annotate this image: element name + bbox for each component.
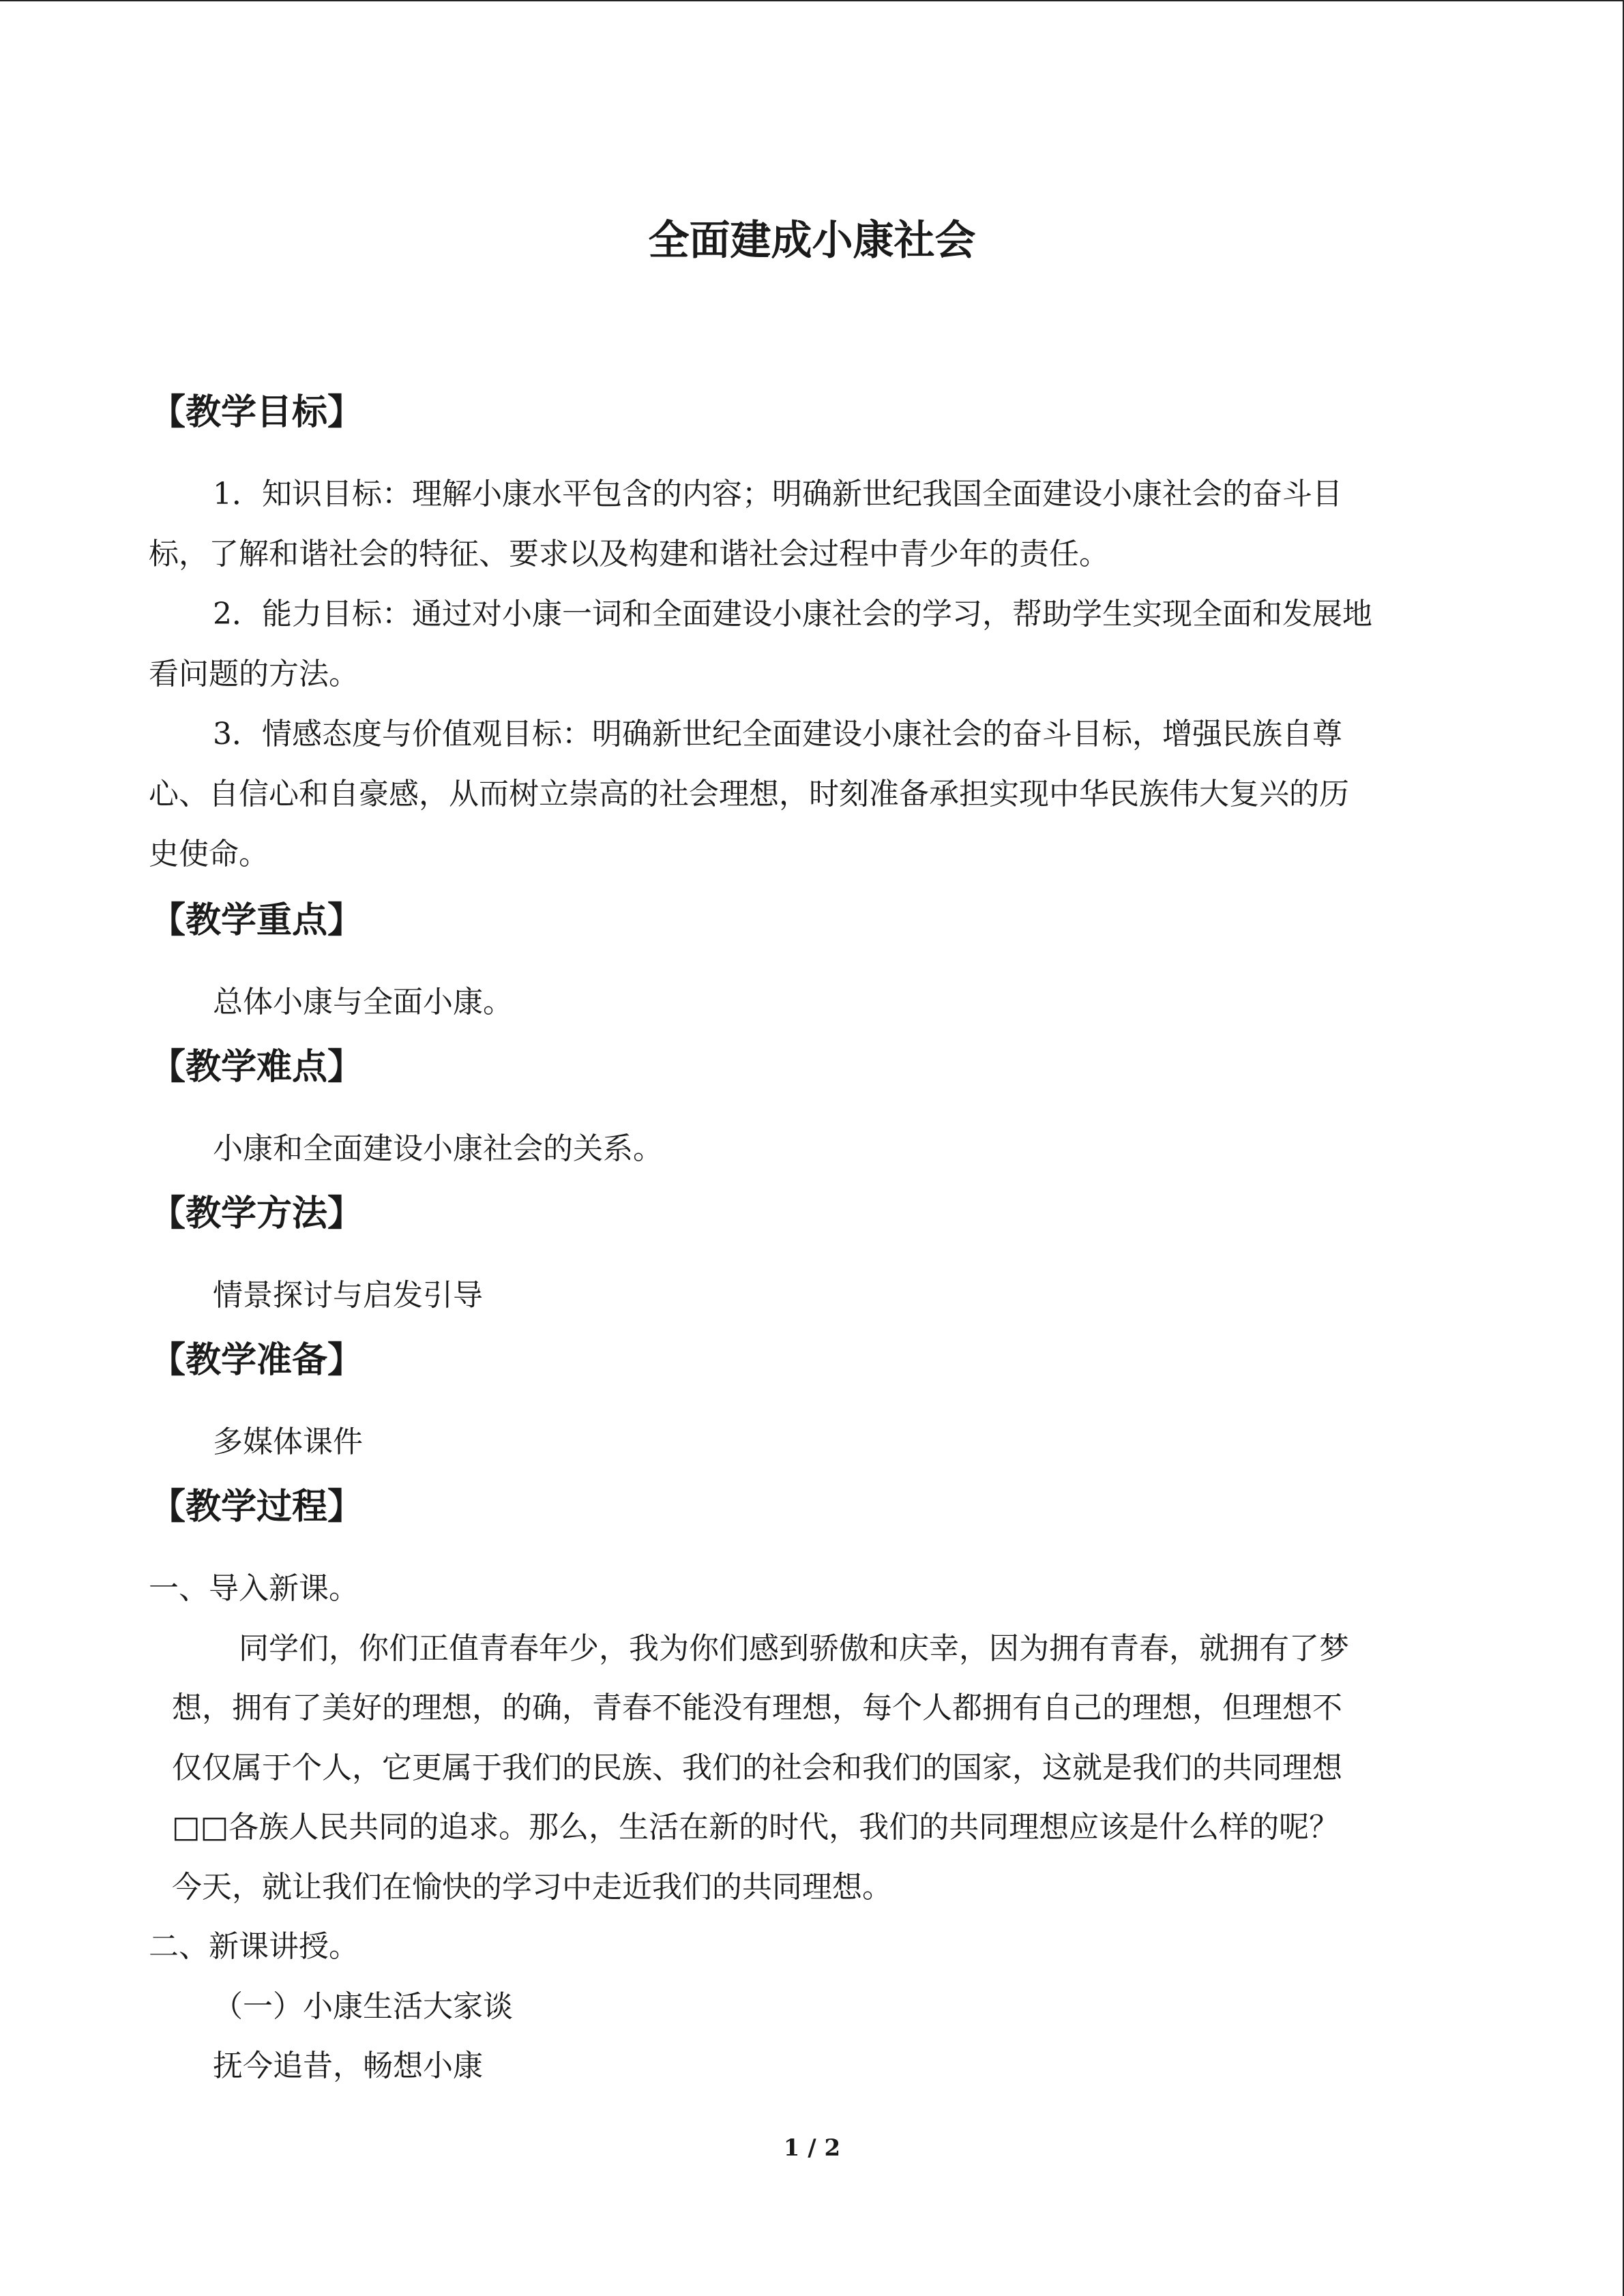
intro-line: 想，拥有了美好的理想，的确，青春不能没有理想，每个人都拥有自己的理想，但理想不 — [172, 1690, 1342, 1725]
section-heading-difficulties: 【教学难点】 — [150, 1046, 364, 1088]
objective-line: 1．知识目标：理解小康水平包含的内容；明确新世纪我国全面建设小康社会的奋斗目 — [213, 477, 1342, 511]
section-heading-key-points: 【教学重点】 — [150, 899, 364, 941]
objective-line: 标，了解和谐社会的特征、要求以及构建和谐社会过程中青少年的责任。 — [149, 537, 1109, 571]
objective-line: 3．情感态度与价值观目标：明确新世纪全面建设小康社会的奋斗目标，增强民族自尊 — [213, 717, 1342, 751]
objective-line: 心、自信心和自豪感，从而树立崇高的社会理想，时刻准备承担实现中华民族伟大复兴的历 — [149, 777, 1349, 811]
subsection-text: 抚今追昔，畅想小康 — [213, 2048, 483, 2083]
process-step-intro: 一、导入新课。 — [149, 1571, 359, 1606]
key-points-text: 总体小康与全面小康。 — [213, 985, 513, 1019]
methods-text: 情景探讨与启发引导 — [213, 1278, 483, 1313]
difficulties-text: 小康和全面建设小康社会的关系。 — [213, 1131, 663, 1166]
intro-line: □□各族人民共同的追求。那么，生活在新的时代，我们的共同理想应该是什么样的呢？ — [172, 1810, 1340, 1845]
section-heading-preparation: 【教学准备】 — [150, 1339, 364, 1381]
objective-line: 史使命。 — [149, 837, 269, 871]
objective-line: 2．能力目标：通过对小康一词和全面建设小康社会的学习，帮助学生实现全面和发展地 — [213, 597, 1372, 631]
section-heading-objectives: 【教学目标】 — [150, 391, 364, 433]
intro-line: 同学们，你们正值青春年少，我为你们感到骄傲和庆幸，因为拥有青春，就拥有了梦 — [239, 1631, 1349, 1666]
intro-line: 今天，就让我们在愉快的学习中走近我们的共同理想。 — [172, 1870, 892, 1905]
objective-line: 看问题的方法。 — [149, 657, 359, 691]
page-number: 1 / 2 — [783, 2134, 841, 2162]
section-heading-process: 【教学过程】 — [150, 1486, 364, 1527]
subsection-heading: （一）小康生活大家谈 — [213, 1989, 513, 2024]
preparation-text: 多媒体课件 — [213, 1425, 363, 1459]
section-heading-methods: 【教学方法】 — [150, 1193, 364, 1234]
intro-line: 仅仅属于个人，它更属于我们的民族、我们的社会和我们的国家，这就是我们的共同理想 — [172, 1750, 1342, 1785]
document-title: 全面建成小康社会 — [648, 217, 976, 265]
process-step-lecture: 二、新课讲授。 — [149, 1929, 359, 1964]
